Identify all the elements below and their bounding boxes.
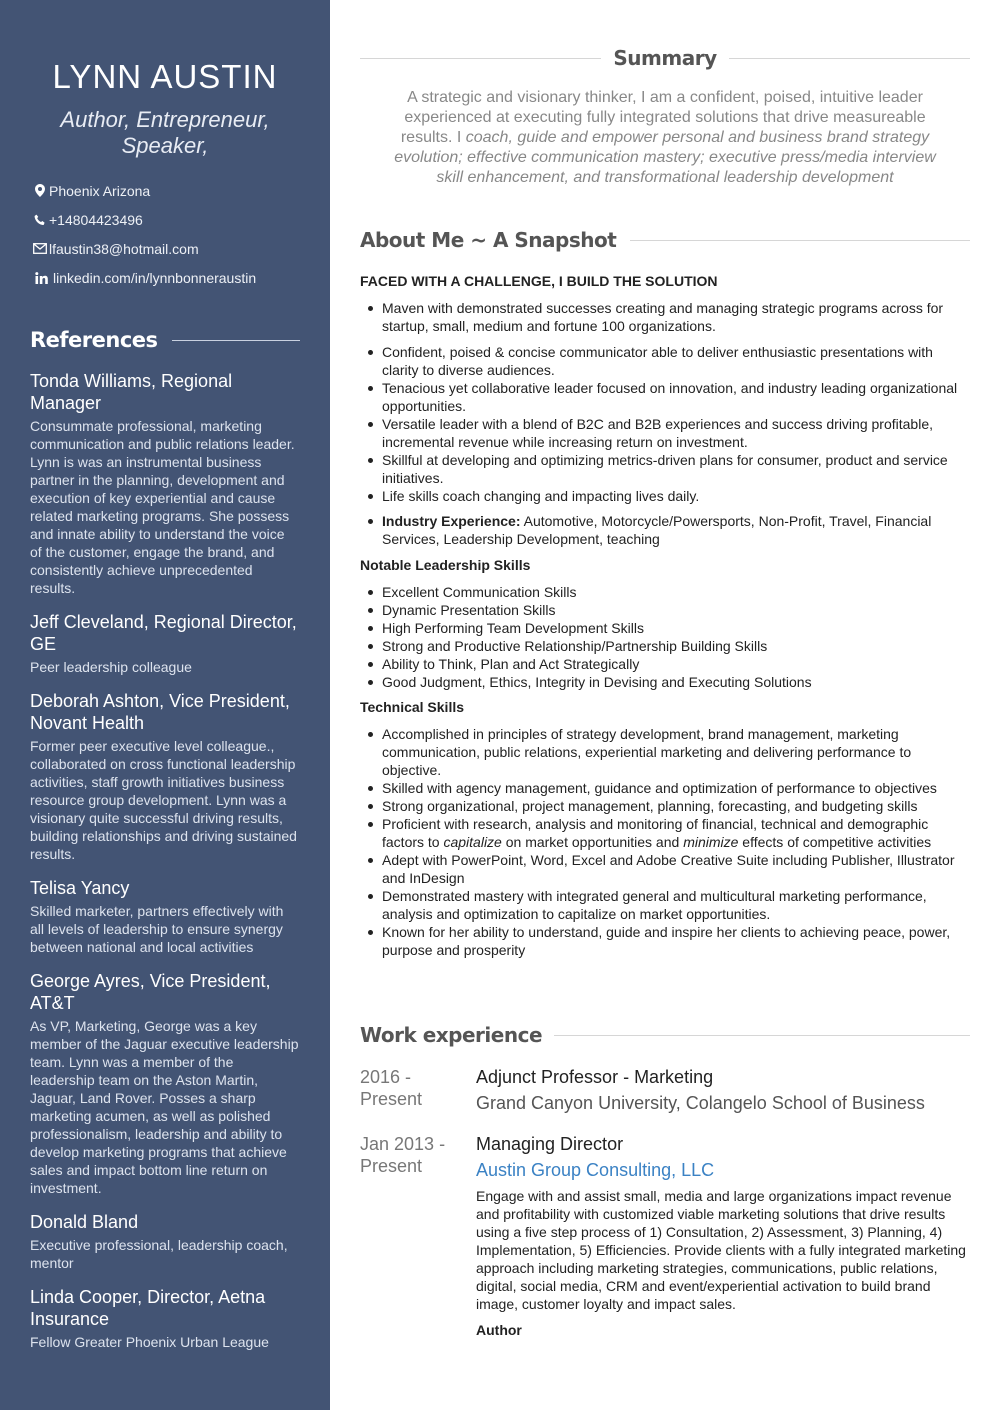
list-item: Skilled with agency management, guidance and optimization of performance to objectives	[360, 779, 970, 797]
summary-italic: coach, guide and empower personal and business brand strategy evolution; effective communication mastery; executive press/media interview skill enhancement, and transformational leadership development	[394, 129, 936, 186]
list-item: Strong and Productive Relationship/Partnership Building Skills	[360, 637, 970, 655]
reference-item	[30, 611, 300, 676]
industry-text: Automotive, Motorcycle/Powersports, Non-Profit, Travel, Financial Services, Leadership Development, teaching	[382, 513, 932, 547]
references-divider	[172, 340, 300, 341]
reference-name: Linda Cooper, Director, Aetna Insurance	[30, 1287, 266, 1329]
list-item: Tenacious yet collaborative leader focused on innovation, and industry leading organizational opportunities.	[360, 379, 970, 415]
reference-description: Consummate professional, marketing communication and public relations leader. Lynn is was an instrumental business partner in the planning, development and execution of key experiential and cause related marketing programs. She possess and innate ability to understand the voice of the customer, engage the brand, and consistently achieve unprecedented results.	[30, 418, 295, 596]
references-list	[30, 370, 300, 1351]
contact-linkedin[interactable]	[30, 263, 300, 292]
list-item: Ability to Think, Plan and Act Strategically	[360, 655, 970, 673]
reference-item	[30, 1286, 300, 1351]
about-intro: FACED WITH A CHALLENGE, I BUILD THE SOLUTION	[360, 273, 718, 289]
list-item: Accomplished in principles of strategy development, brand management, marketing communication, public relations, experiential marketing and delivering performance to objective.	[360, 725, 970, 779]
reference-description: Peer leadership colleague	[30, 659, 192, 675]
reference-description: Fellow Greater Phoenix Urban League	[30, 1334, 269, 1350]
about-section	[360, 272, 970, 959]
job-info	[476, 1133, 970, 1338]
job-dates: 2016 - Present	[360, 1067, 423, 1109]
list-item: Versatile leader with a blend of B2C and B2B experiences and success driving profitable, incremental revenue while increasing return on investment.	[360, 415, 970, 451]
research-a: Proficient with research, analysis and monitoring of financial, technical and demographic factors to	[382, 816, 929, 850]
list-item: Known for her ability to understand, guide and inspire her clients to achieving peace, power, purpose and prosperity	[360, 923, 970, 959]
job-info	[476, 1066, 970, 1114]
list-item: Confident, poised & concise communicator able to deliver enthusiastic presentations with clarity to diverse audiences.	[360, 343, 970, 379]
job-company-link[interactable]: Austin Group Consulting, LLC	[476, 1160, 715, 1180]
work-title: Work experience	[360, 1023, 543, 1047]
research-d: minimize	[683, 834, 739, 850]
work-heading	[360, 1023, 970, 1047]
job-company: Grand Canyon University, Colangelo School of Business	[476, 1093, 925, 1113]
job-title: Adjunct Professor - Marketing	[476, 1067, 714, 1087]
linkedin-text[interactable]: linkedin.com/in/lynnbonneraustin	[53, 269, 257, 286]
reference-item	[30, 877, 300, 956]
phone-icon	[30, 214, 49, 226]
profile-name: LYNN AUSTIN	[52, 58, 278, 95]
industry-label: Industry Experience:	[382, 513, 521, 529]
reference-description: Executive professional, leadership coach, mentor	[30, 1237, 288, 1271]
list-item: Demonstrated mastery with integrated general and multicultural marketing performance, analysis and optimization to capitalize on market opportunities.	[360, 887, 970, 923]
research-c: on market opportunities and	[501, 834, 684, 850]
list-item: Strong organizational, project management, planning, forecasting, and budgeting skills	[360, 797, 970, 815]
about-bullets	[360, 299, 970, 548]
linkedin-icon	[30, 272, 53, 284]
reference-description: Skilled marketer, partners effectively with all levels of leadership to ensure synergy between national and local activities	[30, 903, 284, 955]
contact-email[interactable]	[30, 234, 300, 263]
job-entry	[360, 1133, 970, 1338]
reference-item	[30, 1211, 300, 1272]
contact-location	[30, 176, 300, 205]
sidebar	[0, 0, 330, 1410]
contact-list	[30, 176, 300, 292]
reference-name: Donald Bland	[30, 1212, 139, 1232]
job-entry	[360, 1066, 970, 1114]
references-title: References	[30, 328, 158, 352]
list-item-industry	[360, 512, 970, 548]
reference-name: Deborah Ashton, Vice President, Novant Health	[30, 691, 290, 733]
summary-heading	[360, 46, 970, 70]
list-item: Maven with demonstrated successes creating and managing strategic programs across for startup, small, medium and fortune 100 organizations.	[360, 299, 970, 335]
reference-name: George Ayres, Vice President, AT&T	[30, 971, 271, 1013]
reference-description: As VP, Marketing, George was a key member of the Jaguar executive leadership team. Lynn was a member of the leadership team on the Aston Martin, Jaguar, Land Rover. Posses a sharp marketing acumen, as well as polished professionalism, leadership and ability to develop marketing programs that achieve sales and impact bottom line return on investment.	[30, 1018, 299, 1196]
phone-text[interactable]: +14804423496	[49, 211, 143, 228]
summary-divider-right	[729, 58, 970, 59]
leadership-list	[360, 583, 970, 691]
about-heading	[360, 228, 970, 252]
technical-heading: Technical Skills	[360, 699, 465, 715]
references-heading	[30, 328, 300, 352]
main-content	[360, 0, 970, 1338]
list-item: Good Judgment, Ethics, Integrity in Devising and Executing Solutions	[360, 673, 970, 691]
reference-description: Former peer executive level colleague., collaborated on cross functional leadership activities, staff growth initiatives business resource group development. Lynn was a visionary quite successful driving results, building relationships and driving sustained results.	[30, 738, 297, 862]
contact-phone[interactable]	[30, 205, 300, 234]
profile-tagline: Author, Entrepreneur, Speaker,	[60, 107, 270, 158]
email-text[interactable]: lfaustin38@hotmail.com	[49, 240, 199, 257]
research-b: capitalize	[443, 834, 502, 850]
job-subheading: Author	[476, 1322, 522, 1338]
job-dates: Jan 2013 - Present	[360, 1134, 446, 1176]
summary-title: Summary	[613, 46, 717, 70]
research-e: effects of competitive activities	[738, 834, 932, 850]
leadership-heading: Notable Leadership Skills	[360, 557, 531, 573]
technical-list	[360, 725, 970, 959]
summary-text	[360, 88, 970, 188]
summary-plain: A strategic and visionary thinker, I am a confident, poised, intuitive leader experienced at executing fully integrated solutions that drive measureable results. I	[400, 89, 926, 146]
reference-item	[30, 370, 300, 597]
reference-name: Tonda Williams, Regional Manager	[30, 371, 233, 413]
reference-name: Jeff Cleveland, Regional Director, GE	[30, 612, 297, 654]
list-item: Excellent Communication Skills	[360, 583, 970, 601]
list-item: High Performing Team Development Skills	[360, 619, 970, 637]
location-text: Phoenix Arizona	[49, 182, 151, 199]
about-divider	[630, 240, 970, 241]
list-item-research	[360, 815, 970, 851]
list-item: Dynamic Presentation Skills	[360, 601, 970, 619]
work-divider	[554, 1035, 970, 1036]
list-item: Skillful at developing and optimizing metrics-driven plans for consumer, product and service initiatives.	[360, 451, 970, 487]
envelope-icon	[30, 243, 49, 254]
list-item: Life skills coach changing and impacting lives daily.	[360, 487, 970, 505]
job-description: Engage with and assist small, media and large organizations impact revenue and profitability with customized viable marketing solutions that drive results using a five step process of 1) Consultation, 2) Assessment, 3) Planning, 4) Implementation, 5) Efficiencies. Provide clients with a fully integrated marketing approach including marketing strategies, communications, public relations, digital, social media, CRM and event/experiential activation to build brand image, customer loyalty and impact sales.	[476, 1188, 966, 1312]
reference-item	[30, 970, 300, 1197]
summary-divider-left	[360, 58, 601, 59]
location-pin-icon	[30, 184, 49, 197]
reference-name: Telisa Yancy	[30, 878, 130, 898]
list-item: Adept with PowerPoint, Word, Excel and Adobe Creative Suite including Publisher, Illustrator and InDesign	[360, 851, 970, 887]
job-title: Managing Director	[476, 1134, 624, 1154]
reference-item	[30, 690, 300, 863]
about-title: About Me ~ A Snapshot	[360, 228, 617, 252]
